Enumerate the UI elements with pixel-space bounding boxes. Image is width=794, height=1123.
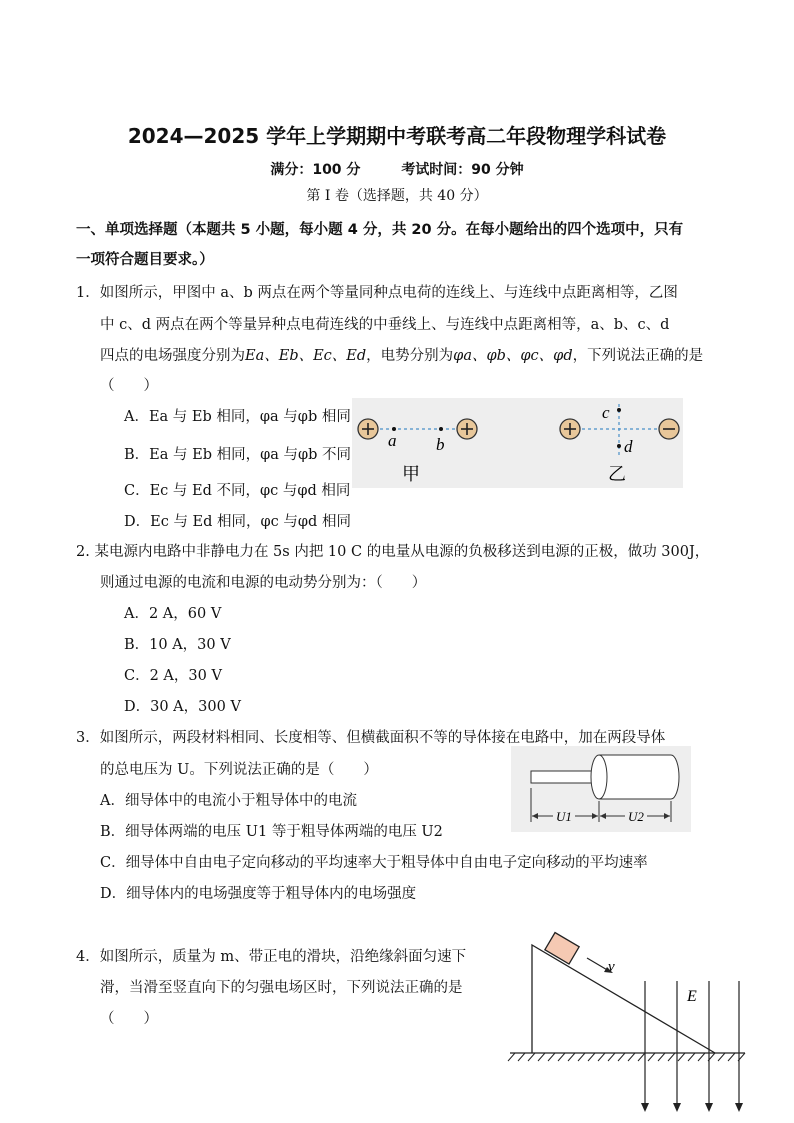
section-heading-line2: 一项符合题目要求。） [76, 252, 214, 268]
q1-label-b: b [436, 435, 445, 454]
q3-thick-conductor [591, 755, 679, 799]
q1-line3-mid: ，电势分别为 [366, 348, 454, 364]
q4-line2: 滑，当滑至竖直向下的匀强电场区时，下列说法正确的是 [100, 980, 463, 996]
q1-point-d [617, 444, 621, 448]
q2-option-c: C．2 A，30 V [124, 668, 222, 684]
q3-line2: 的总电压为 U。下列说法正确的是（ ） [100, 762, 378, 778]
q1-line3 [100, 344, 703, 365]
q2-line1: 2. 某电源内电路中非静电力在 5s 内把 10 C 的电量从电源的负极移送到电源的正极，做功 300J， [76, 544, 710, 560]
q1-jia-positive-charge-right [457, 419, 477, 439]
q2-option-d: D．30 A，300 V [124, 699, 241, 715]
q4-slider-block [545, 933, 579, 964]
section-heading [76, 215, 736, 275]
q4-figure [505, 915, 750, 1120]
q3-label-u1: U1 [556, 809, 572, 824]
q1-label-a: a [388, 431, 397, 450]
q1-line3-post: ，下列说法正确的是 [572, 348, 704, 364]
q3-option-a: A．细导体中的电流小于粗导体中的电流 [100, 793, 357, 809]
q4-answer-blank: （ ） [100, 1011, 158, 1027]
q1-answer-blank: （ ） [100, 378, 158, 394]
q1-point-b [439, 427, 443, 431]
q1-option-c: C．Ec 与 Ed 不同，φc 与φd 相同 [124, 483, 351, 499]
exam-meta [0, 159, 794, 179]
exam-time: 考试时间：90 分钟 [401, 162, 524, 178]
q1-line1: 1．如图所示，甲图中 a、b 两点在两个等量同种点电荷的连线上、与连线中点距离相等，乙图 [76, 285, 678, 301]
full-score: 满分：100 分 [270, 162, 361, 178]
q1-field-vars: Ea、Eb、Ec、Ed [245, 348, 367, 364]
q1-label-c: c [602, 403, 610, 422]
q3-thin-conductor [531, 771, 593, 783]
q2-option-b: B．10 A，30 V [124, 637, 231, 653]
q3-option-b: B．细导体两端的电压 U1 等于粗导体两端的电压 U2 [100, 824, 443, 840]
page-title: 2024—2025 学年上学期期中考联考高二年段物理学科试卷 [127, 124, 667, 148]
q3-option-d: D．细导体内的电场强度等于粗导体内的电场强度 [100, 886, 417, 902]
q4-label-v: v [608, 959, 615, 975]
q3-line1: 3．如图所示，两段材料相同、长度相等、但横截面积不等的导体接在电路中，加在两段导体 [76, 730, 666, 746]
section-heading-line1: 一、单项选择题（本题共 5 小题，每小题 4 分，共 20 分。在每小题给出的四个选项中，只有 [76, 222, 684, 238]
q1-point-c [617, 408, 621, 412]
q1-option-d: D．Ec 与 Ed 相同，φc 与φd 相同 [124, 514, 351, 530]
q3-option-c: C．细导体中自由电子定向移动的平均速率大于粗导体中自由电子定向移动的平均速率 [100, 855, 648, 871]
q3-label-u2: U2 [628, 809, 644, 824]
q1-potential-vars: φa、φb、φc、φd [453, 348, 573, 364]
q1-caption-yi: 乙 [608, 464, 626, 485]
q3-figure [511, 746, 691, 832]
q1-caption-jia: 甲 [402, 464, 420, 485]
q1-yi-negative-charge [659, 419, 679, 439]
q1-option-b: B．Ea 与 Eb 相同，φa 与φb 不同 [124, 447, 352, 463]
part-subtitle: 第 I 卷（选择题，共 40 分） [306, 188, 488, 204]
q1-line3-pre: 四点的电场强度分别为 [100, 348, 245, 364]
q1-line2: 中 c、d 两点在两个等量异种点电荷连线的中垂线上、与连线中点距离相等，a、b、c、d [100, 317, 670, 333]
q1-figure [352, 398, 683, 488]
q1-jia-positive-charge-left [358, 419, 378, 439]
q2-line2: 则通过电源的电流和电源的电动势分别为：（ ） [100, 575, 427, 591]
q2-option-a: A．2 A，60 V [124, 606, 222, 622]
q4-line1: 4．如图所示，质量为 m、带正电的滑块，沿绝缘斜面匀速下 [76, 949, 467, 965]
q1-label-d: d [624, 437, 633, 456]
q1-yi-positive-charge [560, 419, 580, 439]
q4-label-e: E [687, 988, 697, 1005]
q1-option-a: A．Ea 与 Eb 相同，φa 与φb 相同 [124, 409, 351, 425]
